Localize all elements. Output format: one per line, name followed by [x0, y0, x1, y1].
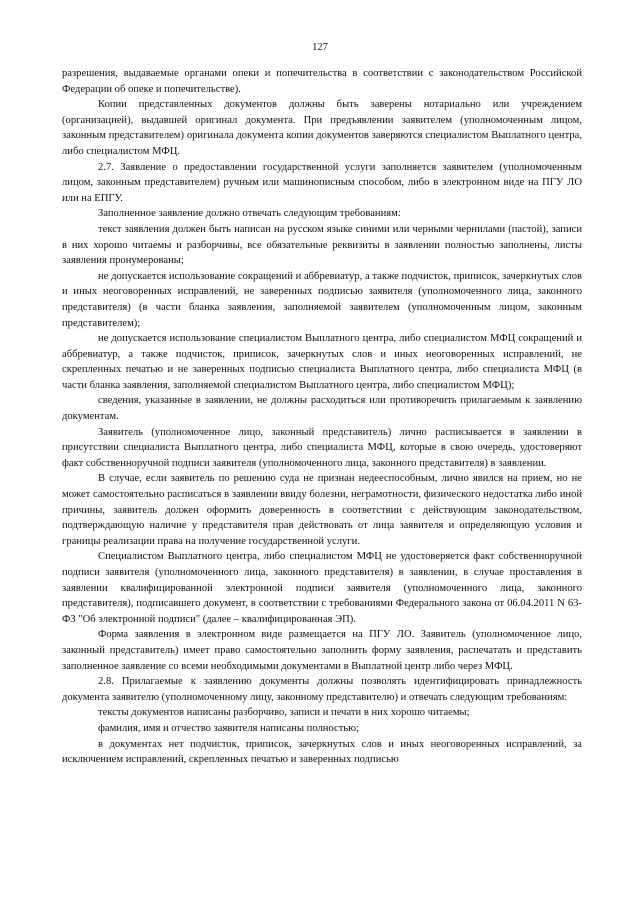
paragraph-requirement-no-abbreviations: не допускается использование сокращений и аббревиатур, а также подчисток, приписок, зачеркнутых слов и иных неоговоренных исправлений, не заверенных подписью заявителя (уполномоченного лица, законного представителя) (в части бланка заявления, заполняемой заявителем (уполномоченным лицом, законным представителем);	[62, 270, 582, 329]
paragraph-full-name: фамилия, имя и отчество заявителя написаны полностью;	[98, 722, 360, 734]
paragraph-2-8: 2.8. Прилагаемые к заявлению документы должны позволять идентифицировать принадлежность документа заявителю (уполномоченному лицу, законному представителю) и отвечать следующим требованиям:	[62, 676, 582, 703]
paragraph-requirement-consistency: сведения, указанные в заявлении, не должны расходиться или противоречить прилагаемым к заявлению документам.	[62, 395, 582, 423]
paragraph-requirement-specialist: не допускается использование специалистом Выплатного центра, либо специалистом МФЦ сокращений и аббревиатур, а также подчисток, приписок, зачеркнутых слов и иных неоговоренных исправлений, не скрепленных печатью и не заверенных подписью специалиста Выплатного центра, либо специалиста МФЦ (в части бланка заявления, заполняемой специалистом Выплатного центра, либо специалистом МФЦ);	[62, 333, 582, 391]
paragraph-no-corrections: в документах нет подчисток, приписок, зачеркнутых слов и иных неоговоренных исправлений, за исключением исправлений, скрепленных печатью и заверенных подписью	[62, 738, 582, 766]
paragraph-electronic-form: Форма заявления в электронном виде размещается на ПГУ ЛО. Заявитель (уполномоченное лицо, законный представитель) имеет право самостоятельно заполнить форму заявления, распечатать и представить заполненное заявление со всеми необходимыми документами в Выплатной центр либо через МФЦ.	[62, 629, 582, 672]
paragraph-personal-signature: Заявитель (уполномоченное лицо, законный представитель) лично расписывается в заявлении в присутствии специалиста Выплатного центра, либо специалиста МФЦ, которые в свою очередь, удостоверяют факт собственноручной подписи заявителя (уполномоченного лица, законного представителя) в заявлении.	[62, 426, 582, 469]
paragraph-power-of-attorney: В случае, если заявитель по решению суда не признан недееспособным, лично явился на прием, но не может самостоятельно расписаться в заявлении ввиду болезни, неграмотности, физического недостатка либо иной причины, заявитель должен оформить доверенность в соответствии с действующим законодательством, подтверждающую наличие у представителя прав действовать от лица заявителя и определяющую условия и границы реализации права на получение государственной услуги.	[62, 473, 582, 547]
paragraph-2-7: 2.7. Заявление о предоставлении государственной услуги заполняется заявителем (уполномоченным лицом, законным представителем) ручным или машинописным способом, либо в электронном виде на ПГУ ЛО или на ЕПГУ.	[62, 161, 582, 204]
paragraph-copies-certification: Копии представленных документов должны быть заверены нотариально или учреждением (организацией), выдавшей оригинал документа. При предъявлении заявителем (уполномоченным лицом, законным представителем) оригинала документа копии документов заверяются специалистом Выплатного центра, либо специалистом МФЦ.	[62, 99, 582, 157]
paragraph-requirements-intro: Заполненное заявление должно отвечать следующим требованиям:	[98, 208, 401, 220]
page-number: 127	[312, 42, 328, 53]
paragraph-continuation: разрешения, выдаваемые органами опеки и попечительства в соответствии с законодательством Российской Федерации об опеке и попечительстве).	[62, 68, 582, 95]
paragraph-electronic-signature: Специалистом Выплатного центра, либо специалистом МФЦ не удостоверяется факт собственноручной подписи заявителя (уполномоченного лица, законного представителя) в заявлении, в случае проставления в заявлении квалифицированной электронной подписи заявителя (уполномоченного лица, законного представителя), подписавшего документ, в соответствии с требованиями Федерального закона от 06.04.2011 N 63-ФЗ "Об электронной подписи" (далее – квалифицированная ЭП).	[62, 551, 582, 625]
paragraph-legible-documents: тексты документов написаны разборчиво, записи и печати в них хорошо читаемы;	[98, 707, 470, 719]
document-body	[62, 66, 582, 768]
paragraph-requirement-text: текст заявления должен быть написан на русском языке синими или черными чернилами (пастой), записи в них хорошо читаемы и разборчивы, все обязательные реквизиты в заявлении полностью заполнены, листы заявления пронумерованы;	[62, 223, 582, 267]
